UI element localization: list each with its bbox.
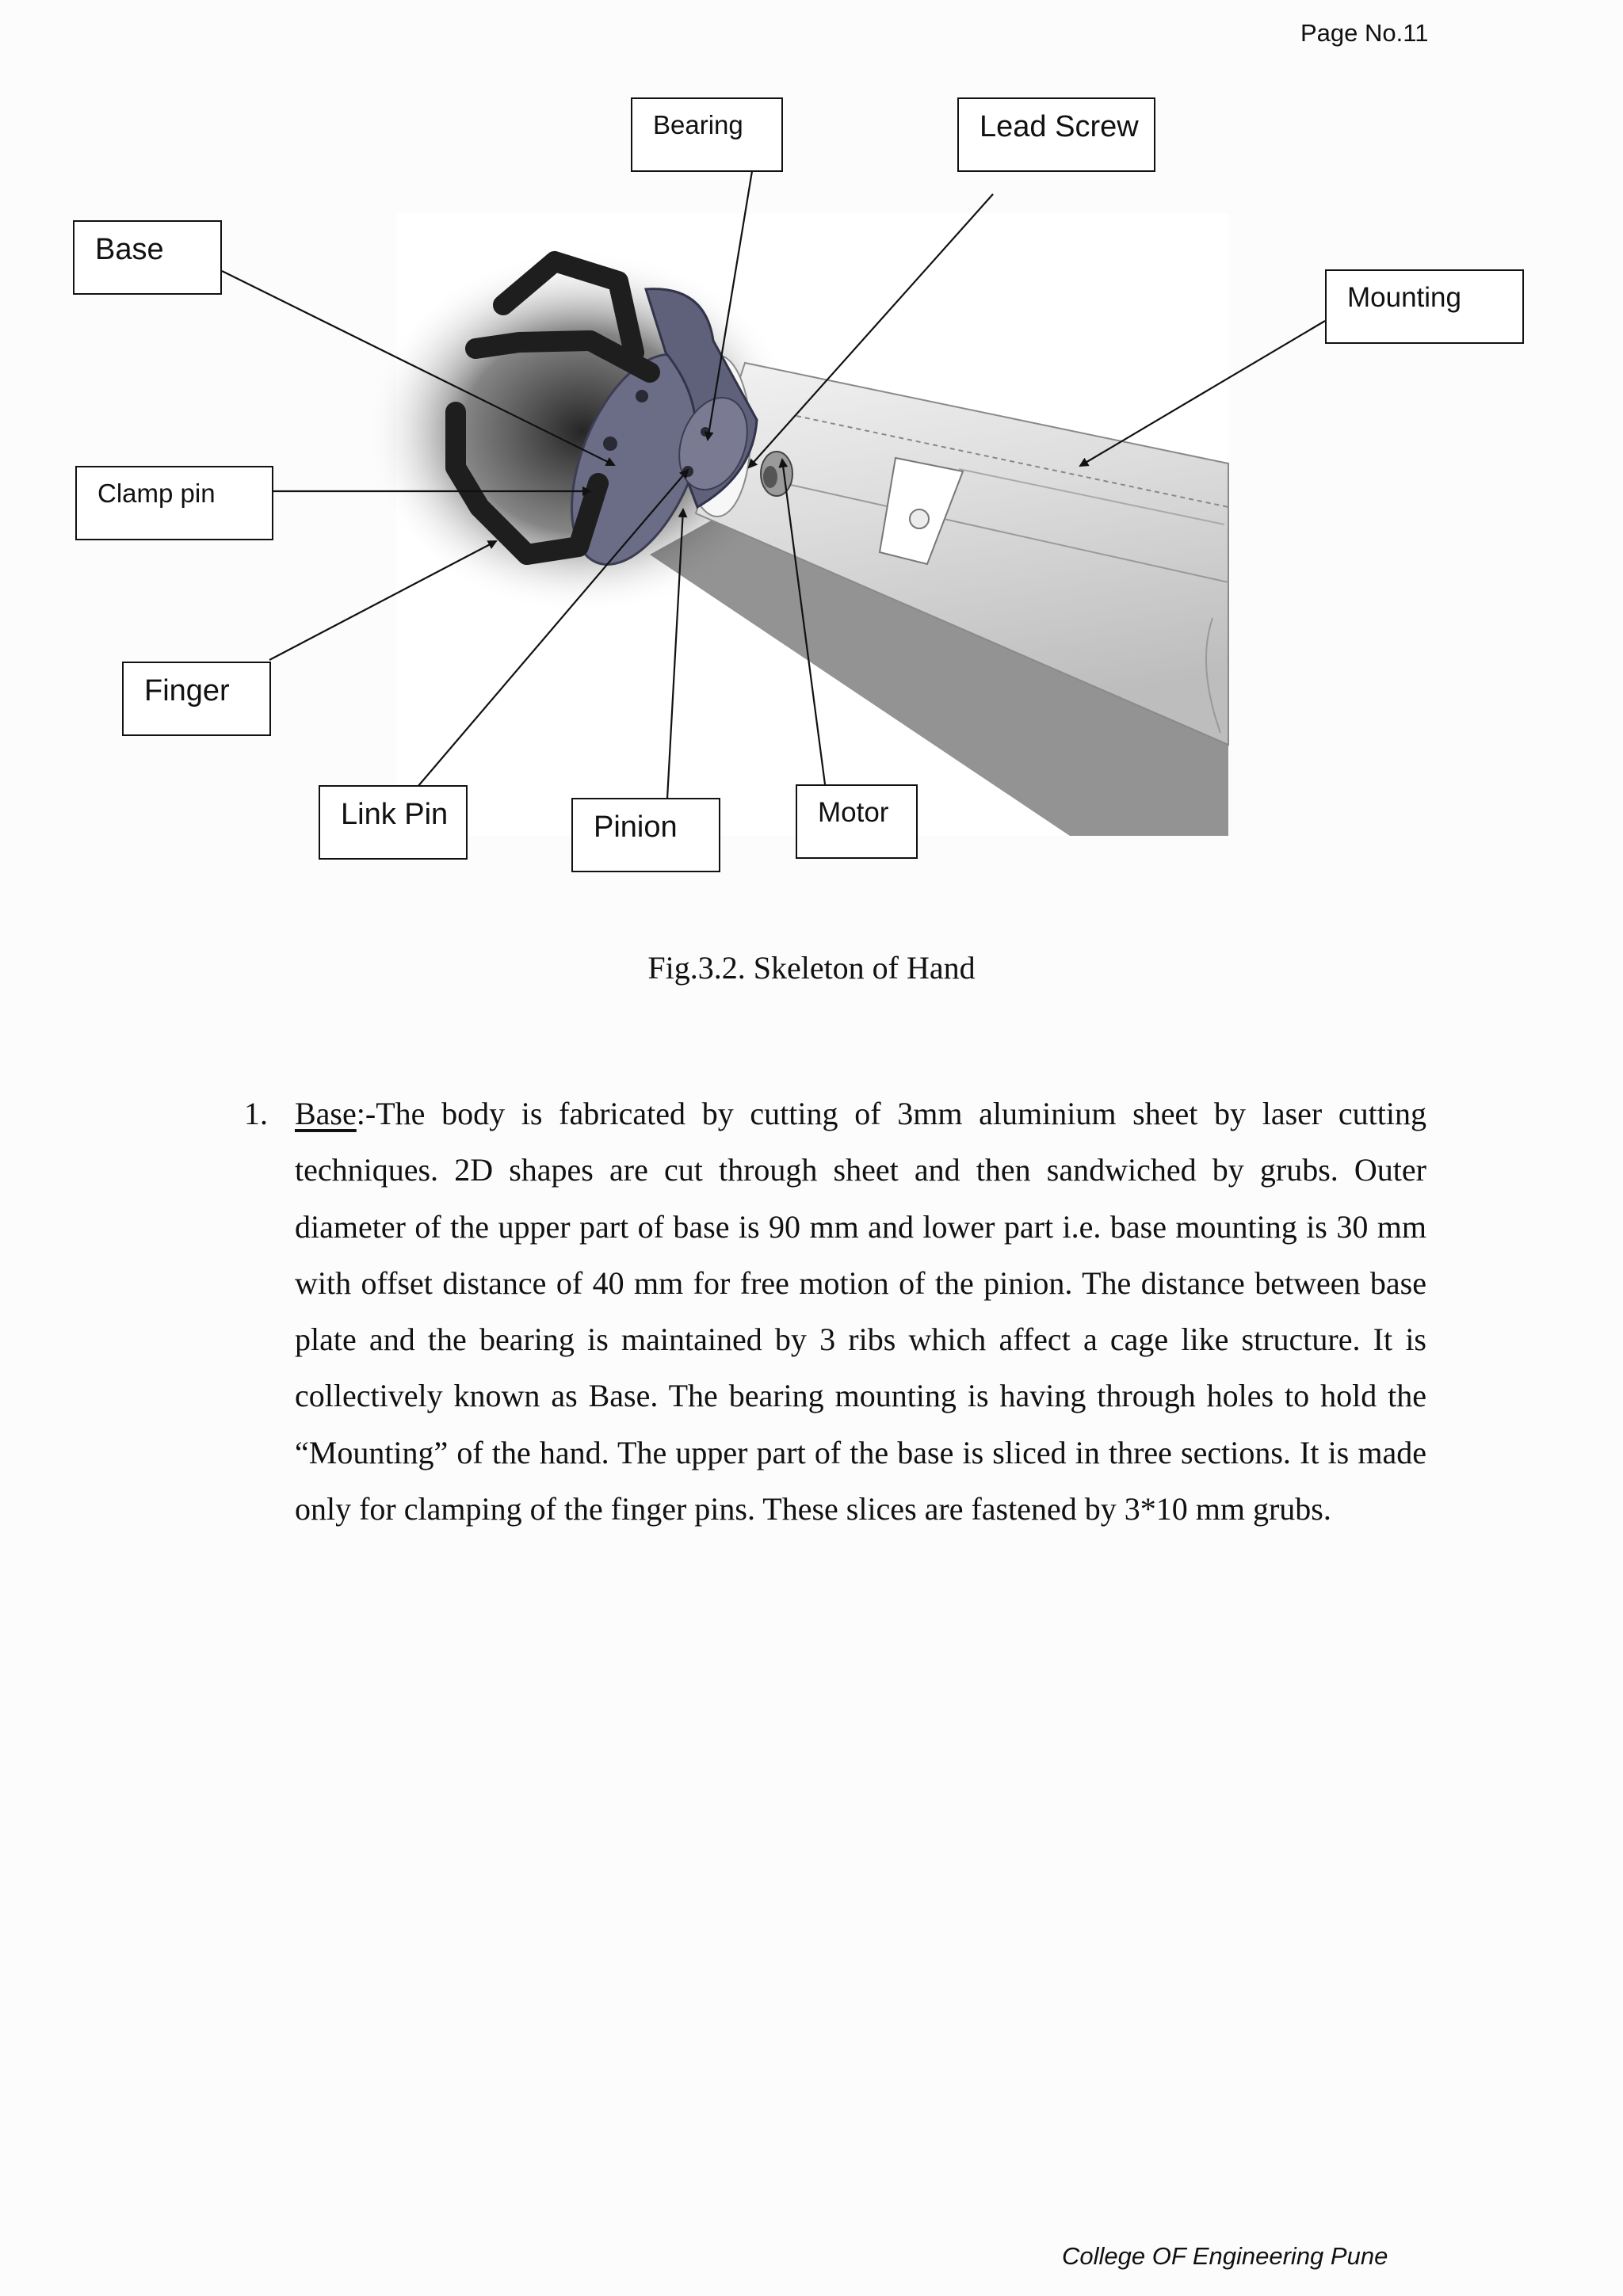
motor-gear	[761, 452, 792, 496]
list-item-text: :-The body is fabricated by cutting of 3mm aluminium sheet by laser cutting techniques. 2D shapes are cut through sheet and then sandwiched by grubs. Outer diameter of the upper part of base is 90 mm and lower part i.e. base mounting is 30 mm with offset distance of 40 mm for free motion of the pinion. The distance between base plate and the bearing is maintained by 3 ribs which affect a cage like structure. It is collectively known as Base. The bearing mounting is having through holes to hold the “Mounting” of the hand. The upper part of the base is sliced in three sections. It is made only for clamping of the finger pins. These slices are fastened by 3*10 mm grubs.	[295, 1096, 1426, 1527]
page-number: Page No.11	[1300, 19, 1429, 47]
list-item-term: Base	[295, 1096, 357, 1131]
label-pinion: Pinion	[571, 798, 720, 872]
list-item-body	[295, 1085, 1426, 1537]
label-finger: Finger	[122, 662, 271, 736]
hand-skeleton-figure	[0, 0, 1623, 887]
label-motor: Motor	[796, 784, 918, 859]
page-footer: College OF Engineering Pune	[1062, 2242, 1388, 2270]
label-link-pin: Link Pin	[319, 785, 468, 860]
label-lead-screw: Lead Screw	[957, 97, 1155, 172]
label-bearing: Bearing	[631, 97, 783, 172]
list-item-number: 1.	[244, 1096, 268, 1131]
hand-assembly-illustration	[0, 0, 1623, 887]
figure-caption: Fig.3.2. Skeleton of Hand	[647, 950, 976, 986]
label-base: Base	[73, 220, 222, 295]
label-mounting: Mounting	[1325, 269, 1524, 344]
label-clamp-pin: Clamp pin	[75, 466, 273, 540]
